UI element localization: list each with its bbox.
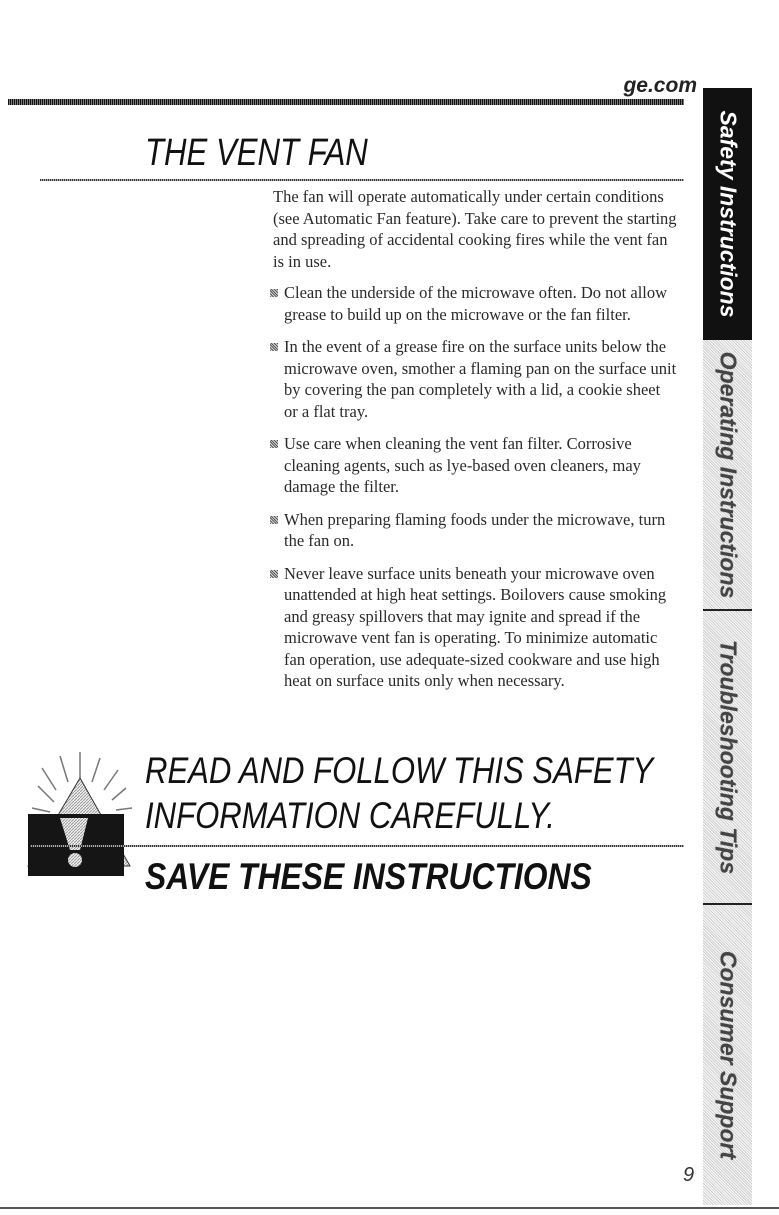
tab-troubleshooting-tips[interactable]	[703, 611, 752, 903]
page-number: 9	[683, 1164, 695, 1186]
tab-label: Consumer Support	[715, 950, 741, 1160]
bullet-item: Never leave surface units beneath your microwave oven unattended at high heat settings. Boilovers cause smoking and greasy spillovers that may ignite and spread if the microwave vent fan is operating. To minimize automatic fan operation, use adequate-sized cookware and use high heat on surface units only when necessary.	[273, 563, 678, 692]
tab-label: Safety Instructions	[715, 110, 741, 318]
bullet-item: Use care when cleaning the vent fan filter. Corrosive cleaning agents, such as lye-based oven cleaners, may damage the filter.	[273, 433, 678, 498]
tab-label: Troubleshooting Tips	[715, 639, 741, 875]
tab-operating-instructions[interactable]	[703, 340, 752, 610]
intro-paragraph: The fan will operate automatically under certain conditions (see Automatic Fan feature). Take care to prevent the starting and spreading of accidental cooking fires while the vent fan is in use.	[273, 187, 677, 271]
warning-rule	[30, 845, 684, 847]
save-instructions-heading: SAVE THESE INSTRUCTIONS	[145, 856, 592, 897]
section-body	[273, 186, 678, 703]
bullet-item: In the event of a grease fire on the surface units below the microwave oven, smother a flaming pan on the surface unit by covering the pan completely with a lid, a cookie sheet or a flat tray.	[273, 336, 678, 422]
footer-rule	[0, 1207, 779, 1209]
tab-consumer-support[interactable]	[703, 905, 752, 1205]
bullet-list	[273, 282, 678, 692]
brand-url: ge.com	[623, 74, 697, 97]
warning-heading-line-2: INFORMATION CAREFULLY.	[145, 795, 555, 836]
section-title: THE VENT FAN	[145, 132, 368, 174]
warning-exclamation-icon	[20, 738, 146, 876]
title-rule	[40, 179, 684, 181]
bullet-item: When preparing flaming foods under the microwave, turn the fan on.	[273, 509, 678, 552]
warning-heading-line-1: READ AND FOLLOW THIS SAFETY	[145, 750, 654, 791]
tab-safety-instructions[interactable]	[703, 88, 752, 340]
header-rule	[8, 99, 684, 105]
bullet-item: Clean the underside of the microwave often. Do not allow grease to build up on the microwave or the fan filter.	[273, 282, 678, 325]
tab-label: Operating Instructions	[715, 351, 741, 599]
